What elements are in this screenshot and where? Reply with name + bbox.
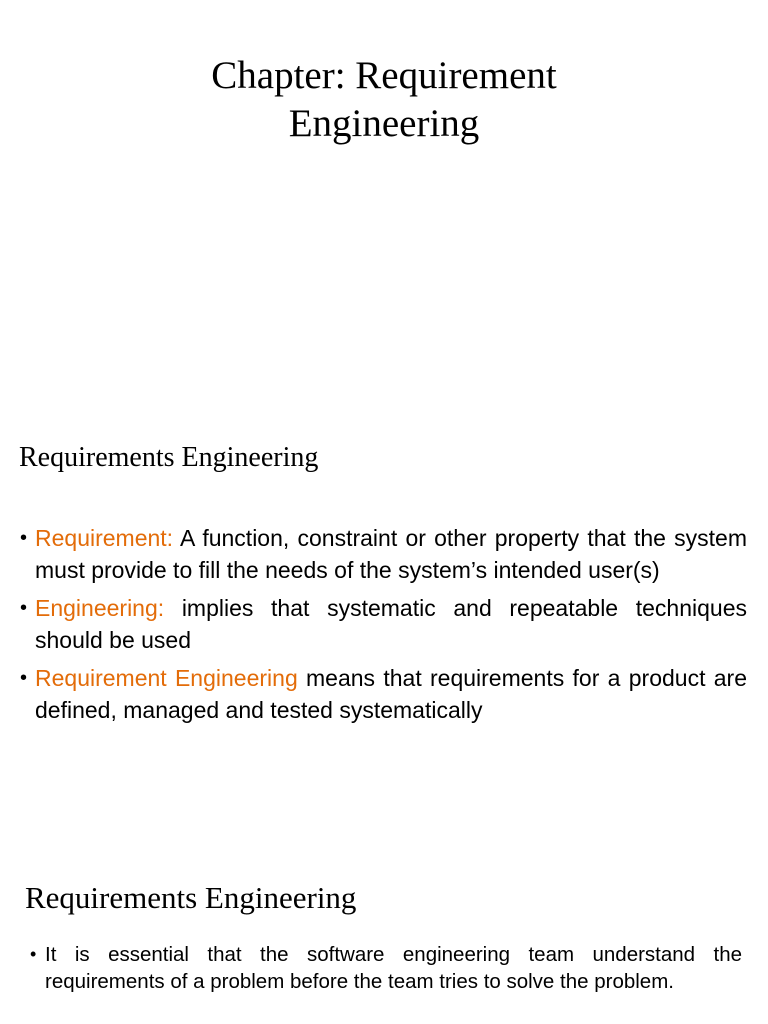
section-heading: Requirements Engineering: [25, 880, 357, 915]
term-label: Requirement:: [35, 525, 174, 551]
slide-title: [0, 52, 768, 148]
bullet-dot-icon: •: [20, 597, 28, 619]
bullet-text: means that requirements for a product are defined, managed and tested systematically: [35, 665, 747, 723]
bullet-text: It is essential that the software engineering team understand the requirements of a problem before the team tries to solve the problem.: [45, 943, 742, 993]
bullet-dot-icon: •: [20, 527, 28, 549]
bullet-item-requirement: [19, 522, 747, 586]
bullet-item-requirement-engineering: [19, 662, 747, 726]
bullet-item-essential: [29, 941, 742, 995]
bullet-list: [29, 941, 742, 995]
bullet-dot-icon: •: [30, 944, 37, 964]
bullet-list: [19, 522, 747, 732]
slide-title-line-1: Chapter: Requirement: [211, 54, 557, 97]
bullet-item-engineering: [19, 592, 747, 656]
slide-title-line-2: Engineering: [288, 102, 480, 145]
bullet-text: implies that systematic and repeatable techniques should be used: [35, 595, 747, 653]
bullet-dot-icon: •: [20, 667, 28, 689]
section-heading: Requirements Engineering: [19, 442, 319, 473]
term-label: Engineering:: [35, 595, 165, 621]
bullet-text: A function, constraint or other property that the system must provide to fill the needs of the system’s intended user(s): [35, 525, 747, 583]
term-label: Requirement Engineering: [35, 665, 298, 691]
